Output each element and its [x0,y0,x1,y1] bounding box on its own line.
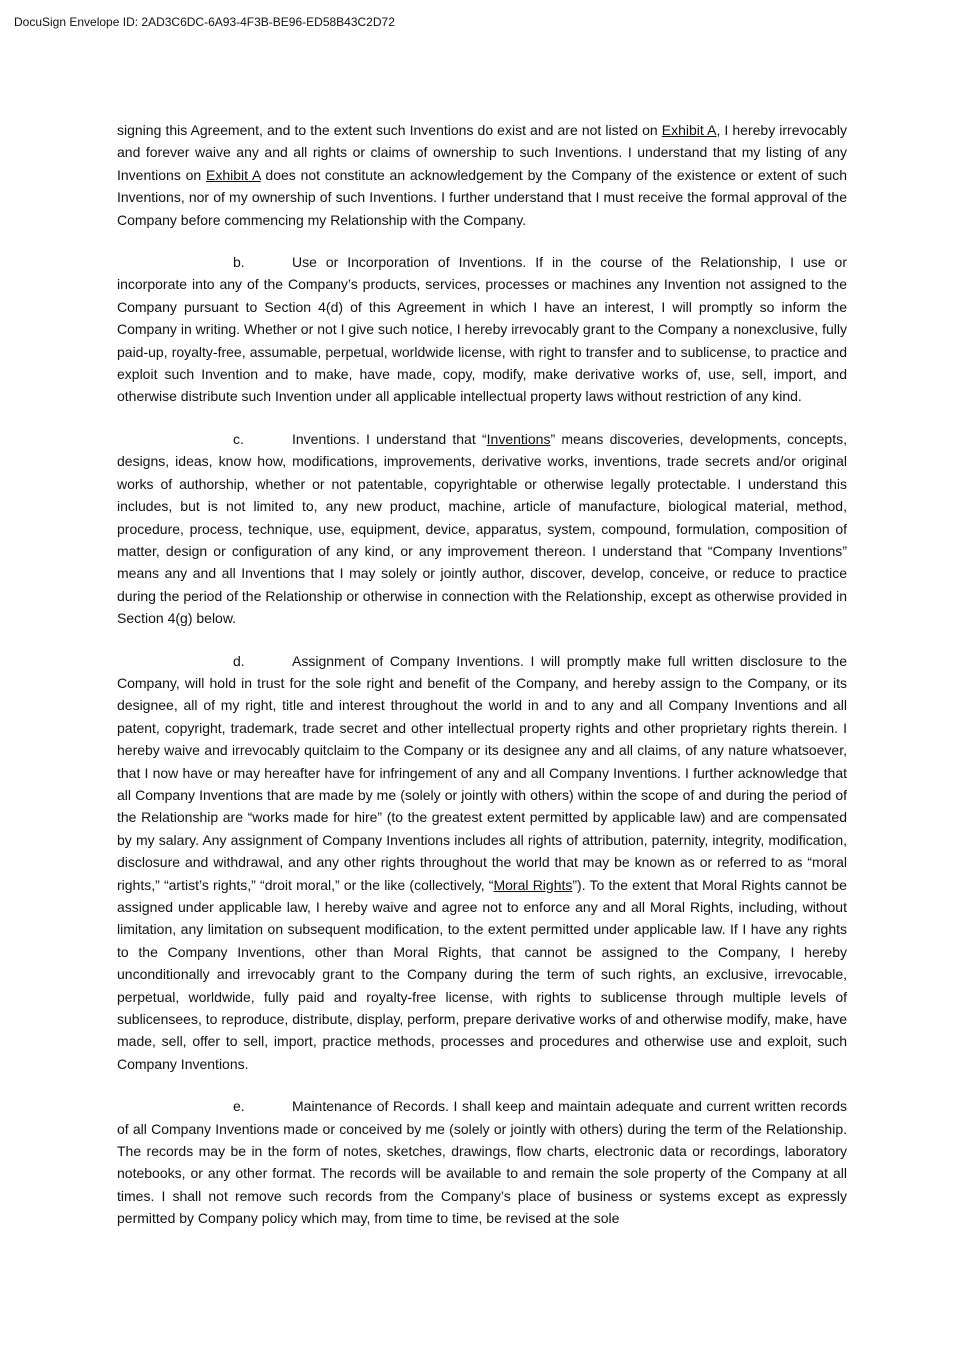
section-c-heading: Inventions. [292,430,360,447]
section-e-heading: Maintenance of Records. [292,1098,449,1115]
section-d-text-1: I will promptly make full written disclosure to the Company, will hold in trust for the sole right and benefit of the Company, and hereby assign to the Company, or its designee, all of my right, title and interest throughout the world in and to any and all Company Inventions and all patent, copyright, trademark, trade secret and other intellectual property rights and other proprietary rights therein. I hereby waive and irrevocably quitclaim to the Company or its designee any and all claims, of any nature whatsoever, that I now have or may hereafter have for infringement of any and all Company Inventions. I further acknowledge that all Company Inventions that are made by me (solely or jointly with others) within the scope of and during the period of the Relationship are “works made for hire” (to the greatest extent permitted by applicable law) and are compensated by my salary. Any assignment of Company Inventions includes all rights of attribution, paternity, integrity, modification, disclosure and withdrawal, and any other rights throughout the world that may be known as or referred to as “moral rights,” “artist’s rights,” “droit moral,” or the like (collectively, “ [117,652,847,893]
section-b-body: If in the course of the Relationship, I use or incorporate into any of the Company’s products, services, processes or machines any Invention not assigned to the Company pursuant to Section 4(d) of this Agreement in which I have an interest, I will promptly so inform the Company in writing. Whether or not I give such notice, I hereby irrevocably grant to the Company a nonexclusive, fully paid-up, royalty-free, assumable, perpetual, worldwide license, with right to transfer and to sublicense, to practice and exploit such Invention and to make, have made, copy, modify, make derivative works of, use, sell, import, and otherwise distribute such Invention under all applicable intellectual property laws without restriction of any kind. [117,254,847,405]
section-e-paragraph [117,1095,847,1229]
section-d-text-2: ”). To the extent that Moral Rights cannot be assigned under applicable law, I hereby waive and agree not to enforce any and all Moral Rights, including, without limitation, any limitation on subsequent modification, to the extent permitted under applicable law. If I have any rights to the Company Inventions, other than Moral Rights, that cannot be assigned to the Company, I hereby unconditionally and irrevocably grant to the Company during the term of such rights, an exclusive, irrevocable, perpetual, worldwide, fully paid and royalty-free license, with rights to sublicense through multiple levels of sublicensees, to reproduce, distribute, display, perform, prepare derivative works of and otherwise modify, make, have made, sell, offer to sell, import, practice methods, processes and procedures and otherwise use and exploit, such Company Inventions. [117,876,847,1072]
document-page [117,119,847,1250]
section-c-text-3: ” means any and all Inventions that I may solely or jointly author, discover, develop, conceive, or reduce to practice during the period of the Relationship or otherwise in connection with the Relationship, except as otherwise provided in Section 4(g) below. [117,542,847,627]
inventions-defined-term: Inventions [486,430,551,447]
section-c-text-1: I understand that “ [359,430,487,447]
moral-rights-defined-term: Moral Rights [493,876,573,893]
exhibit-a-reference: Exhibit A [206,166,261,183]
section-c-text-2: ” means discoveries, developments, concepts, designs, ideas, know how, modifications, improvements, derivative works, inventions, trade secrets and/or original works of authorship, whether or not patentable, copyrightable or otherwise legally protectable. I understand this includes, but is not limited to, any new product, machine, article of manufacture, biological material, method, procedure, process, technique, use, equipment, device, apparatus, system, compound, formulation, composition of matter, design or configuration of any kind, or any improvement thereon. I understand that “ [117,430,847,559]
section-e-letter: e. [233,1098,245,1115]
section-e-body: I shall keep and maintain adequate and current written records of all Company Inventions made or conceived by me (solely or jointly with others) during the term of the Relationship. The records may be in the form of notes, sketches, drawings, flow charts, electronic data or recordings, laboratory notebooks, or any other format. The records will be available to and remain the sole property of the Company at all times. I shall not remove such records from the Company’s place of business or systems except as expressly permitted by Company policy which may, from time to time, be revised at the sole [117,1098,848,1227]
section-b-heading: Use or Incorporation of Inventions. [292,254,527,271]
section-d-letter: d. [233,652,245,669]
intro-text-2: , I hereby irrevocably and forever waive any and all rights or claims of ownership to such Inventions. I understand that my listing of any Inventions on [117,122,847,183]
docusign-envelope-id: DocuSign Envelope ID: 2AD3C6DC-6A93-4F3B-BE96-ED58B43C2D72 [14,15,395,29]
section-c-letter: c. [233,430,244,447]
section-b-paragraph [117,251,847,408]
intro-paragraph [117,119,847,231]
intro-text-3: does not constitute an acknowledgement by the Company of the existence or extent of such Inventions, nor of my ownership of such Inventions. I further understand that I must receive the formal approval of the Company before commencing my Relationship with the Company. [117,166,848,228]
section-b-letter: b. [233,254,245,271]
intro-text-1: signing this Agreement, and to the extent such Inventions do exist and are not listed on [117,122,662,138]
exhibit-a-reference: Exhibit A [661,122,717,138]
section-d-heading: Assignment of Company Inventions. [292,652,524,669]
section-d-paragraph [117,650,847,1076]
section-c-paragraph [117,428,847,630]
company-inventions-defined-term: Company Inventions [712,542,843,559]
